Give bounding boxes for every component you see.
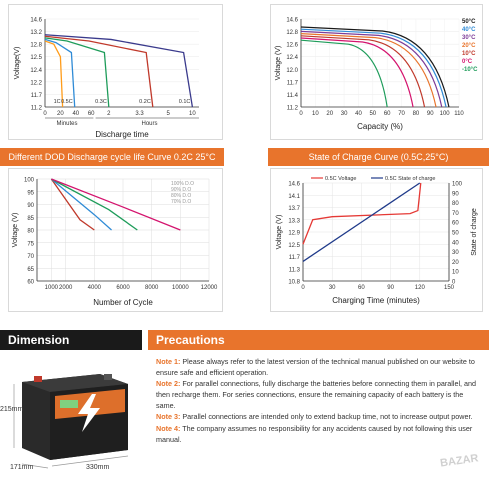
watermark: BAZAR <box>439 452 480 470</box>
x-tick-label: 90 <box>426 111 434 117</box>
precautions-title: Precautions <box>156 333 225 347</box>
capacity-temperature-svg <box>271 5 484 141</box>
x-tick-label: 1000 <box>44 285 59 291</box>
y2-tick-label: 80 <box>452 201 459 208</box>
legend-item: 50°C <box>462 19 476 25</box>
y2-tick-label: 20 <box>452 259 459 266</box>
battery-display <box>60 400 78 408</box>
dod-cycle-svg <box>9 169 224 313</box>
x-tick-label: 10000 <box>171 285 189 291</box>
note-4 <box>156 423 482 445</box>
note-1 <box>156 356 482 378</box>
y-tick-label: 12.4 <box>30 67 42 74</box>
y-tick-label: 11.3 <box>288 267 300 274</box>
x-tick-label: 5 <box>166 111 170 117</box>
x-tick-label: 100 <box>439 111 450 117</box>
y2-axis-title: State of charge <box>471 208 478 256</box>
series-line <box>301 36 425 107</box>
legend-item: -10°C <box>462 67 478 73</box>
x-axis-title: Charging Time (minutes) <box>332 296 420 305</box>
x-tick-label: 60 <box>383 111 391 117</box>
minutes-label: Minutes <box>56 121 78 127</box>
y-tick-label: 95 <box>27 190 34 197</box>
y-tick-label: 12.8 <box>286 30 298 37</box>
x-tick-label: 2000 <box>58 285 73 291</box>
x-tick-label: 6000 <box>116 285 130 291</box>
y-tick-label: 12.0 <box>286 67 298 74</box>
y-axis-title: Voltage (V) <box>275 45 282 81</box>
note-2 <box>156 378 482 411</box>
y-tick-label: 13.2 <box>30 30 42 37</box>
legend-item: 10°C <box>462 51 476 57</box>
y2-tick-label: 60 <box>452 220 459 227</box>
legend-item: 90% D.O <box>171 187 192 193</box>
x-tick-label: 20 <box>57 111 64 117</box>
y2-tick-label: 40 <box>452 240 459 247</box>
note-label: Note 2: <box>156 379 181 389</box>
x-tick-label: 30 <box>328 285 336 291</box>
dimension-header <box>0 330 142 350</box>
y-tick-label: 100 <box>23 177 34 184</box>
y-tick-label: 14.1 <box>288 193 300 200</box>
discharge-time-svg <box>9 5 224 141</box>
x-tick-label: 80 <box>412 111 420 117</box>
x-tick-label: 40 <box>355 111 362 117</box>
series-label: 0.5C <box>61 99 73 105</box>
y-tick-label: 13.3 <box>288 218 300 225</box>
legend-item: 100% D.O <box>171 181 195 187</box>
x-tick-label: 10 <box>189 111 196 117</box>
series-label: 0.1C <box>178 99 191 105</box>
series-line <box>45 35 192 107</box>
soc-chart-title: State of Charge Curve (0.5C,25°C) <box>308 152 449 162</box>
note-text: Parallel connections are intended only to extend backup time, not to increase output power. <box>182 412 473 422</box>
y2-tick-label: 90 <box>452 191 459 198</box>
width-dimension-label: 330mm <box>86 464 110 471</box>
x-tick-label: 60 <box>358 285 365 291</box>
y-tick-label: 12.9 <box>288 230 300 237</box>
soc-svg <box>271 169 484 313</box>
dimension-title: Dimension <box>8 333 70 347</box>
legend-item: 30°C <box>462 35 476 41</box>
y-tick-label: 12.5 <box>288 242 300 249</box>
negative-terminal <box>104 374 112 380</box>
precautions-notes <box>156 356 482 445</box>
dod-chart-title: Different DOD Discharge cycle life Curve 0.2C 25°C <box>8 152 216 162</box>
x-tick-label: 60 <box>87 111 95 117</box>
note-text: Please always refer to the latest version of the technical manual published on our website to ensure safe and efficient operation. <box>156 357 475 378</box>
x-tick-label: 20 <box>326 111 334 117</box>
x-tick-label: 0 <box>299 111 303 117</box>
x-tick-label: 120 <box>414 285 425 291</box>
discharge-time-chart <box>8 4 223 140</box>
x-tick-label: 50 <box>369 111 377 117</box>
y-tick-label: 12.6 <box>286 42 298 49</box>
x-tick-label: 2 <box>107 111 111 117</box>
x-axis-title: Number of Cycle <box>93 298 153 307</box>
series-line <box>45 38 109 107</box>
y2-tick-label: 10 <box>452 269 459 276</box>
x-tick-label: 70 <box>398 111 405 117</box>
note-label: Note 4: <box>156 423 181 433</box>
y2-tick-label: 0 <box>452 279 456 286</box>
battery-svg <box>0 352 142 480</box>
y2-tick-label: 70 <box>452 210 459 217</box>
y-tick-label: 11.7 <box>288 255 300 261</box>
y-tick-label: 11.7 <box>286 80 298 87</box>
soc-chart-header <box>268 148 489 166</box>
y-tick-label: 11.7 <box>30 92 42 99</box>
legend-item: 20°C <box>462 43 476 49</box>
y-tick-label: 10.8 <box>288 279 300 286</box>
x-tick-label: 0 <box>43 111 47 117</box>
legend-item: 80% D.O <box>171 193 192 199</box>
legend-item: 0°C <box>462 59 473 65</box>
y-tick-label: 12.5 <box>30 55 42 62</box>
y2-tick-label: 50 <box>452 230 459 237</box>
capacity-temperature-chart <box>270 4 483 140</box>
series-label: 0.2C <box>139 99 151 105</box>
dod-chart-header <box>0 148 224 166</box>
note-text: The company assumes no responsibility for any accidents caused by not following this user manual. <box>156 423 473 444</box>
series-line <box>45 39 75 107</box>
y-tick-label: 12.8 <box>30 42 42 49</box>
y-tick-label: 11.2 <box>30 105 42 112</box>
y-tick-label: 85 <box>27 215 34 222</box>
height-dimension-label: 215mm <box>0 406 24 413</box>
x-tick-label: 90 <box>387 285 394 291</box>
x-tick-label: 40 <box>72 111 80 117</box>
series-label: 1C <box>53 99 61 105</box>
x-tick-label: 4000 <box>87 285 102 291</box>
x-tick-label: 0 <box>301 285 305 291</box>
depth-dimension-label: 171mm <box>10 464 34 471</box>
y2-tick-label: 100 <box>452 181 463 188</box>
y-tick-label: 70 <box>27 254 34 260</box>
y-axis-title: Voltage(V) <box>14 46 21 80</box>
precautions-header <box>148 330 489 350</box>
note-text: For parallel connections, fully discharge the batteries before connecting them in parallel, and then recharge them. For series connections, ensure the remaining capacity of each battery is the same. <box>156 379 477 411</box>
series-line <box>45 41 63 107</box>
y-axis-title: Voltage (V) <box>12 212 19 248</box>
series-label: 0.3C <box>95 99 107 105</box>
x-tick-label: 110 <box>454 111 464 117</box>
note-3 <box>156 411 482 422</box>
series-line <box>301 38 413 107</box>
x-tick-label: 10 <box>312 111 319 117</box>
x-axis-title: Discharge time <box>95 130 149 139</box>
legend-item: 0.5C Voltage <box>325 176 357 182</box>
y-tick-label: 13.7 <box>288 206 300 212</box>
note-label: Note 1: <box>156 357 181 366</box>
y-tick-label: 11.4 <box>286 92 298 99</box>
x-tick-label: 12000 <box>200 285 218 291</box>
dod-cycle-chart <box>8 168 223 312</box>
legend-item: 70% D.O <box>171 199 192 205</box>
y-axis-title: Voltage (V) <box>276 214 283 250</box>
y-tick-label: 14.6 <box>286 17 298 24</box>
legend-item: 40°C <box>462 27 476 33</box>
y-tick-label: 75 <box>27 241 34 248</box>
voltage-line <box>303 183 421 244</box>
soc-chart <box>270 168 483 312</box>
legend-item: 0.5C State of charge <box>385 176 436 182</box>
hours-label: Hours <box>141 121 158 127</box>
y-tick-label: 12.2 <box>30 80 42 87</box>
y-tick-label: 12.4 <box>286 55 298 62</box>
note-label: Note 3: <box>156 412 181 422</box>
x-tick-label: 3.3 <box>135 111 144 117</box>
positive-terminal <box>34 376 42 382</box>
y-tick-label: 14.6 <box>288 181 300 188</box>
y-tick-label: 14.6 <box>30 17 42 24</box>
y-tick-label: 80 <box>27 228 34 235</box>
y2-tick-label: 30 <box>452 250 459 257</box>
x-tick-label: 8000 <box>144 285 159 291</box>
battery-illustration <box>0 352 142 480</box>
x-tick-label: 30 <box>340 111 348 117</box>
y-tick-label: 11.2 <box>286 105 298 112</box>
y-tick-label: 90 <box>27 203 34 209</box>
x-axis-title: Capacity (%) <box>357 122 403 131</box>
y-tick-label: 60 <box>27 279 34 286</box>
x-tick-label: 150 <box>443 285 455 291</box>
y-tick-label: 65 <box>27 266 34 273</box>
